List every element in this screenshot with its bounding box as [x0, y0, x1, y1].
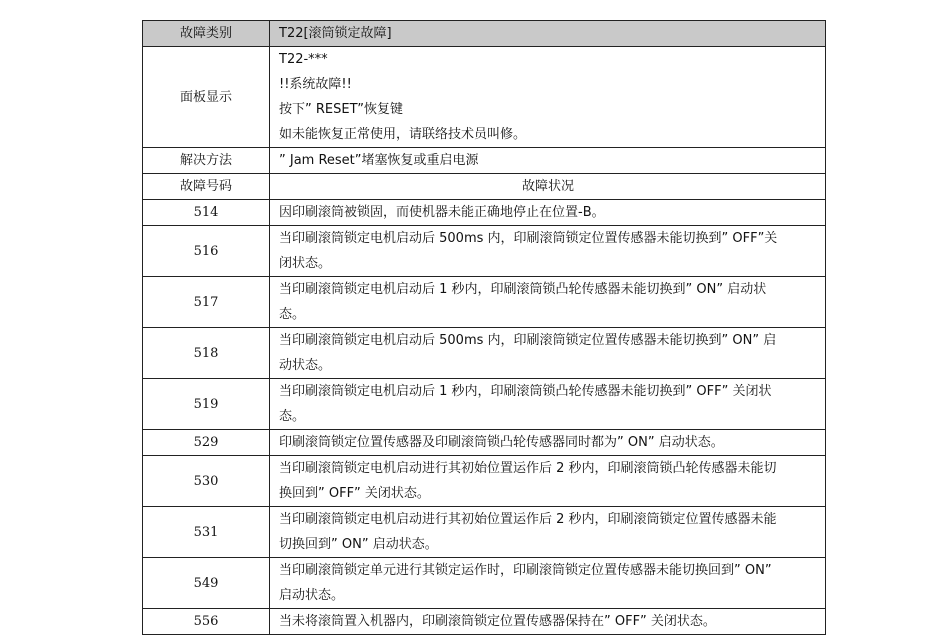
fault-status [270, 456, 826, 506]
fault-code: 517 [143, 277, 270, 327]
category-label: 故障类别 [143, 21, 270, 46]
fault-status [270, 328, 826, 378]
fault-status-line: 当印刷滚筒锁定电机启动后 1 秒内，印刷滚筒锁凸轮传感器未能切换到” ON” 启动状 [279, 282, 767, 297]
fault-status-line: 闭状态。 [279, 256, 332, 271]
fault-code: 514 [143, 200, 270, 225]
fault-code: 519 [143, 379, 270, 429]
table-row [143, 609, 826, 635]
fault-status-line: 态。 [279, 409, 306, 424]
fault-code: 529 [143, 430, 270, 455]
panel-display-text [270, 47, 826, 147]
solution-row [143, 148, 826, 174]
fault-status-line: 态。 [279, 307, 306, 322]
fault-status-line: 当印刷滚筒锁定电机启动进行其初始位置运作后 2 秒内，印刷滚筒锁定位置传感器未能 [279, 512, 777, 527]
fault-status [270, 226, 826, 276]
status-column-header: 故障状况 [270, 174, 826, 199]
fault-status [270, 558, 826, 608]
fault-code: 518 [143, 328, 270, 378]
fault-code: 549 [143, 558, 270, 608]
fault-rows [143, 200, 826, 635]
fault-status-line: 换回到” OFF” 关闭状态。 [279, 486, 430, 501]
fault-status-line: 当印刷滚筒锁定电机启动后 1 秒内，印刷滚筒锁凸轮传感器未能切换到” OFF” 关闭状 [279, 384, 772, 399]
fault-status-line: 当印刷滚筒锁定单元进行其锁定运作时，印刷滚筒锁定位置传感器未能切换回到” ON” [279, 563, 772, 578]
fault-code: 530 [143, 456, 270, 506]
column-header-row [143, 174, 826, 200]
table-row [143, 379, 826, 430]
fault-status [270, 507, 826, 557]
fault-status-line: 启动状态。 [279, 588, 345, 603]
panel-line: !!系统故障!! [279, 77, 352, 92]
fault-status-line: 切换回到” ON” 启动状态。 [279, 537, 438, 552]
table-row [143, 328, 826, 379]
panel-display-label: 面板显示 [143, 47, 270, 147]
fault-status [270, 277, 826, 327]
fault-status-line: 动状态。 [279, 358, 332, 373]
table-row [143, 200, 826, 226]
fault-code: 531 [143, 507, 270, 557]
category-row [143, 21, 826, 47]
panel-line: T22-*** [279, 52, 328, 67]
category-value: T22[滚筒锁定故障] [270, 21, 826, 46]
table-row [143, 277, 826, 328]
panel-line: 如未能恢复正常使用，请联络技术员叫修。 [279, 127, 527, 142]
table-row [143, 507, 826, 558]
fault-status-line: 当印刷滚筒锁定电机启动进行其初始位置运作后 2 秒内，印刷滚筒锁凸轮传感器未能切 [279, 461, 777, 476]
fault-status [270, 430, 826, 455]
panel-display-row [143, 47, 826, 148]
code-column-header: 故障号码 [143, 174, 270, 199]
fault-status-line: 当印刷滚筒锁定电机启动后 500ms 内，印刷滚筒锁定位置传感器未能切换到” OFF”关 [279, 231, 778, 246]
fault-status [270, 609, 826, 634]
fault-status [270, 200, 826, 225]
fault-code: 516 [143, 226, 270, 276]
solution-label: 解决方法 [143, 148, 270, 173]
panel-line: 按下” RESET”恢复键 [279, 102, 403, 117]
fault-table [142, 20, 826, 635]
table-row [143, 558, 826, 609]
table-row [143, 226, 826, 277]
fault-code: 556 [143, 609, 270, 634]
fault-status-line: 当未将滚筒置入机器内，印刷滚筒锁定位置传感器保持在” OFF” 关闭状态。 [279, 614, 716, 629]
table-row [143, 456, 826, 507]
fault-status-line: 当印刷滚筒锁定电机启动后 500ms 内，印刷滚筒锁定位置传感器未能切换到” ON” 启 [279, 333, 777, 348]
fault-status-line: 印刷滚筒锁定位置传感器及印刷滚筒锁凸轮传感器同时都为” ON” 启动状态。 [279, 435, 724, 450]
solution-value: ” Jam Reset”堵塞恢复或重启电源 [270, 148, 826, 173]
fault-status-line: 因印刷滚筒被锁固，而使机器未能正确地停止在位置-B。 [279, 205, 605, 220]
fault-status [270, 379, 826, 429]
table-row [143, 430, 826, 456]
